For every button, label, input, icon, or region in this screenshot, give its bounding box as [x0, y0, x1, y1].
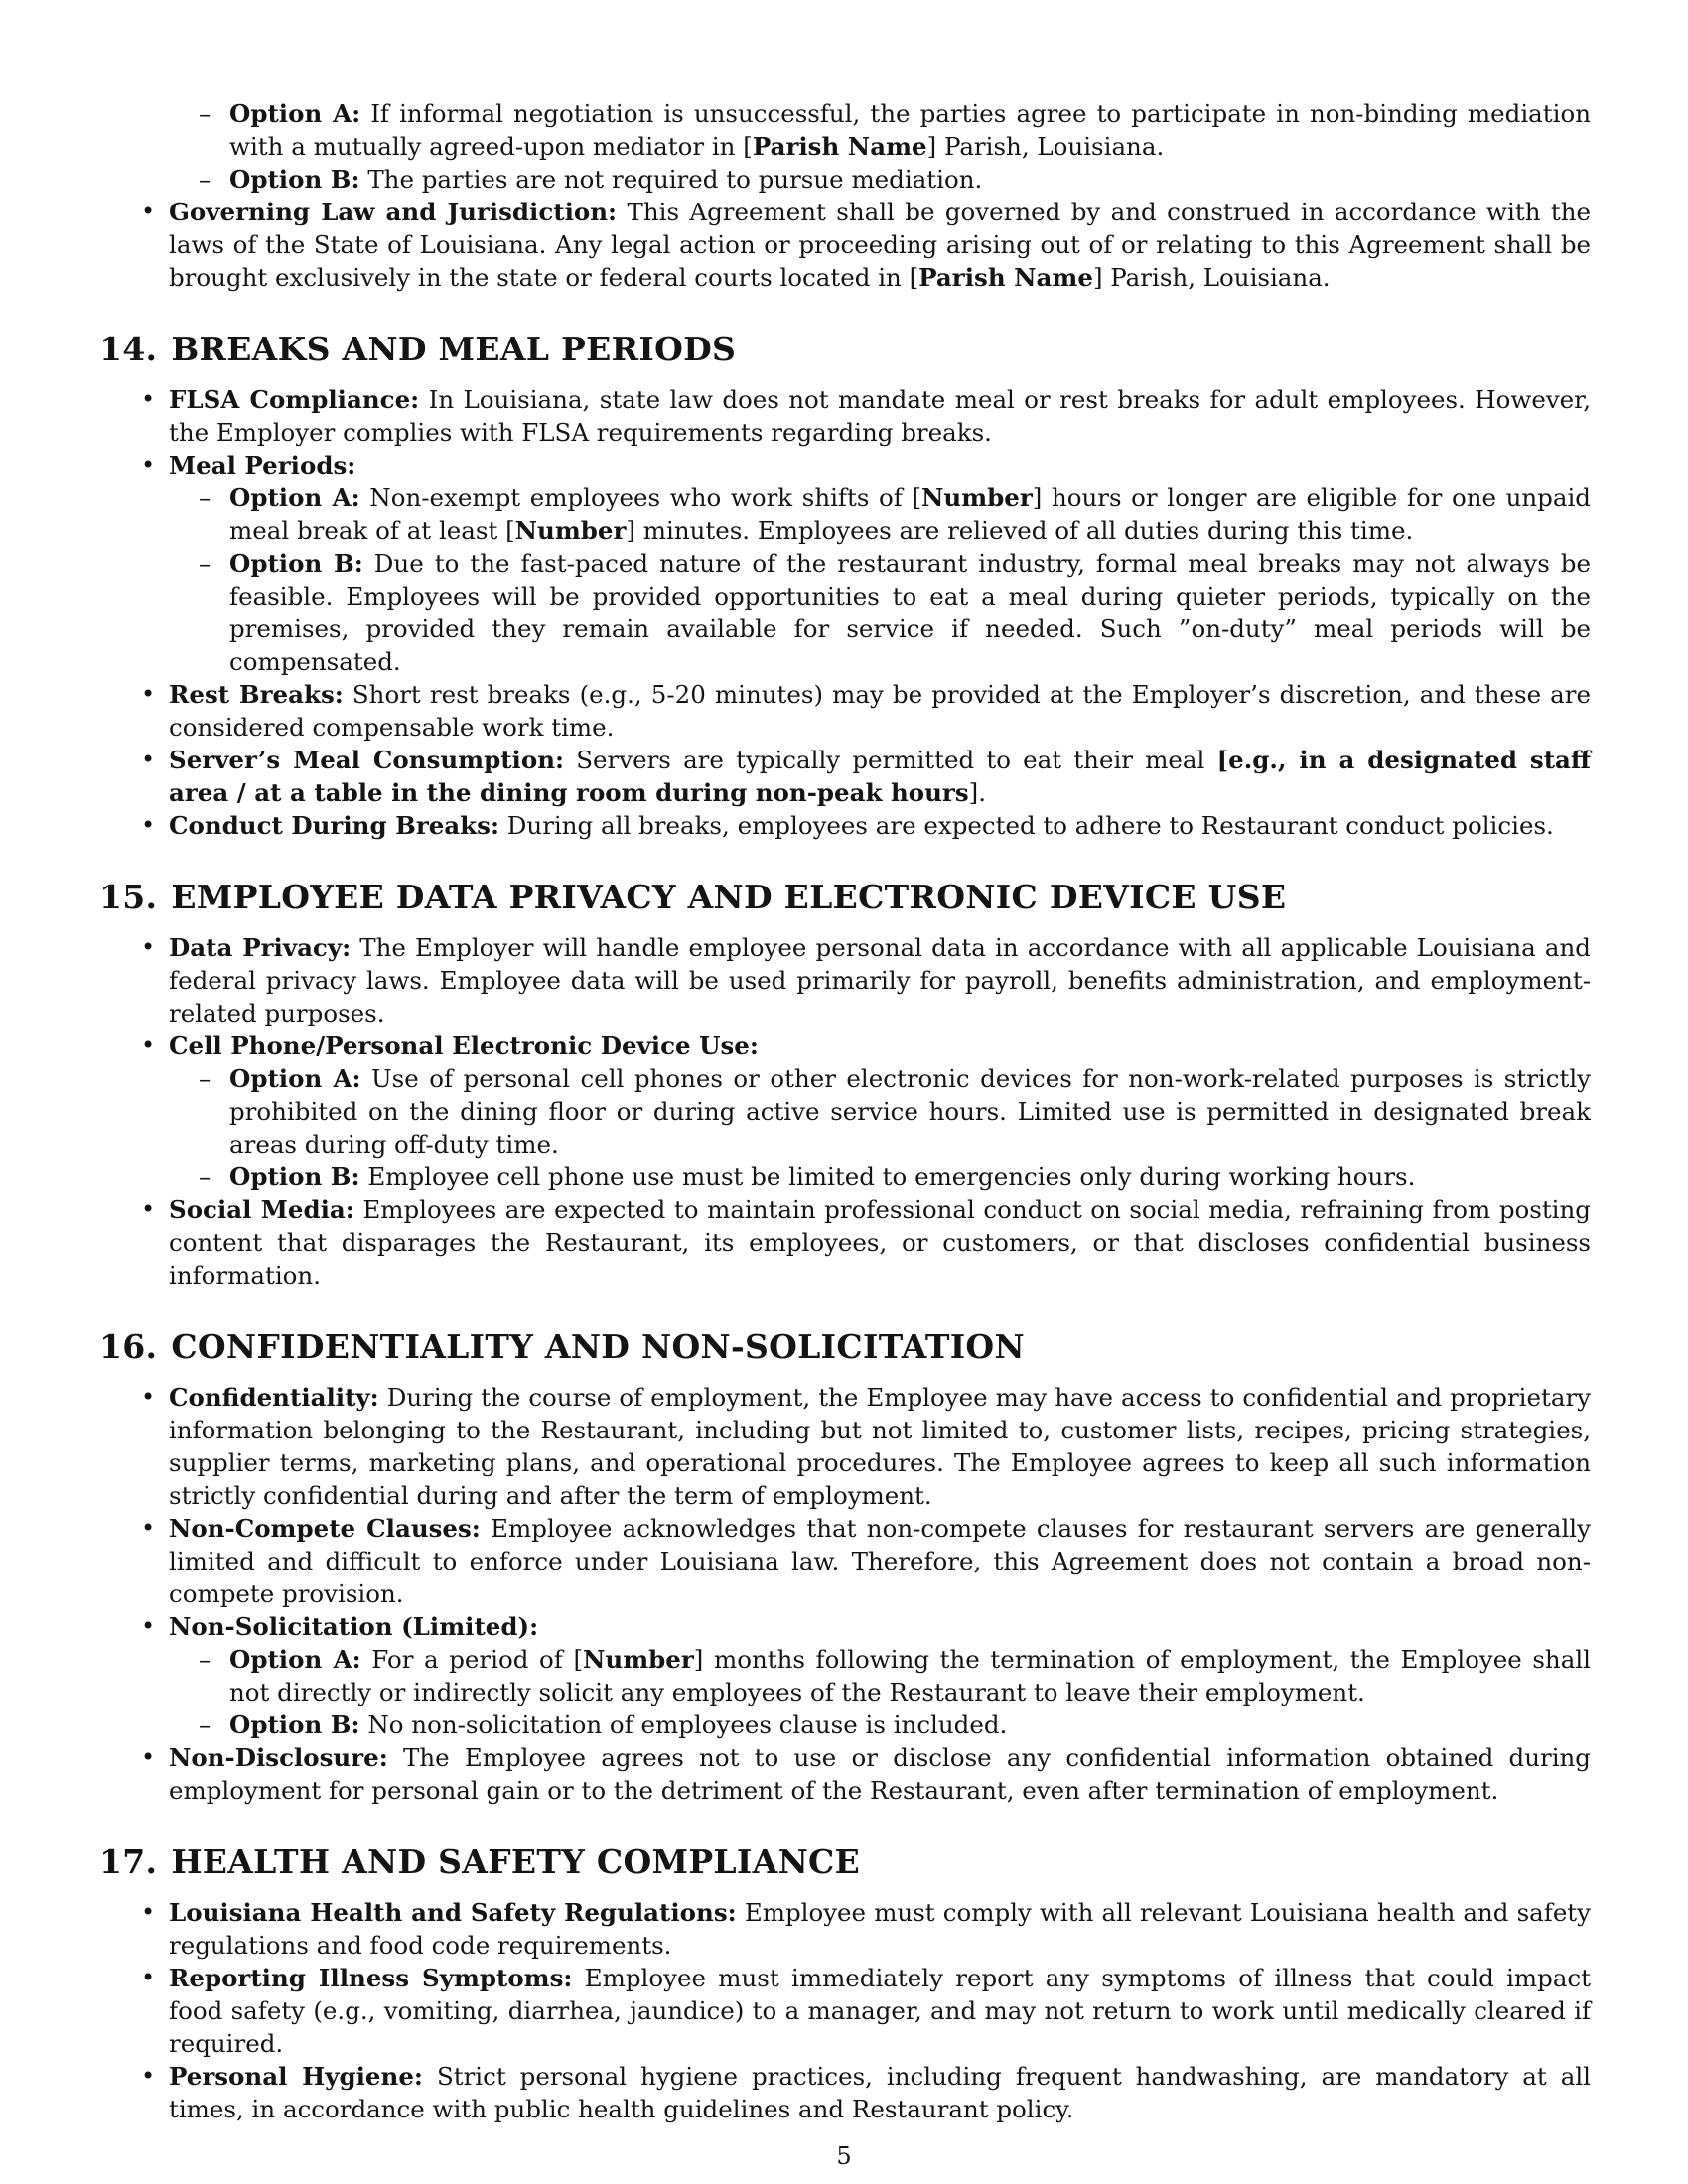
non-compete-item: • Non-Compete Clauses: Employee acknowledges that non-compete clauses for restaurant servers are generally limited and difficult to enforce under Louisiana law. Therefore, this Agreement does not contain a broad non-compete provision.	[169, 1512, 1591, 1610]
meal-option-b: – Option B: Due to the fast-paced nature of the restaurant industry, formal meal breaks may not always be feasible. Employees will be provided opportunities to eat a meal during quieter periods, typically on the premises, provided they remain available for service if needed. Such ”on-duty” meal periods will be compensated.	[229, 547, 1591, 678]
section-17-heading: 17. HEALTH AND SAFETY COMPLIANCE	[99, 1843, 861, 1881]
governing-law-item: • Governing Law and Jurisdiction: This Agreement shall be governed by and construed in accordance with the laws of the State of Louisiana. Any legal action or proceeding arising out of or relating to this Agreement shall be brought exclusively in the state or federal courts located in [Parish Name] Parish, Louisiana.	[169, 196, 1591, 294]
hygiene-item: • Personal Hygiene: Strict personal hygiene practices, including frequent handwashing, are mandatory at all times, in accordance with public health guidelines and Restaurant policy.	[169, 2060, 1591, 2125]
social-media-item: • Social Media: Employees are expected to maintain professional conduct on social media, refraining from posting content that disparages the Restaurant, its employees, or customers, or that discloses confidential business information.	[169, 1193, 1591, 1292]
meal-option-a: – Option A: Non-exempt employees who work shifts of [Number] hours or longer are eligible for one unpaid meal break of at least [Number] minutes. Employees are relieved of all duties during this time.	[229, 481, 1591, 547]
document-page	[99, 97, 1591, 2125]
rest-breaks-item: • Rest Breaks: Short rest breaks (e.g., 5-20 minutes) may be provided at the Employer’s discretion, and these are considered compensable work time.	[169, 678, 1591, 744]
non-disclosure-item: • Non-Disclosure: The Employee agrees not to use or disclose any confidential information obtained during employment for personal gain or to the detriment of the Restaurant, even after termination of employment.	[169, 1741, 1591, 1807]
mediation-option-a: – Option A: If informal negotiation is unsuccessful, the parties agree to participate in non-binding mediation with a mutually agreed-upon mediator in [Parish Name] Parish, Louisiana.	[229, 97, 1591, 163]
cell-option-a: – Option A: Use of personal cell phones or other electronic devices for non-work-related purposes is strictly prohibited on the dining floor or during active service hours. Limited use is permitted in designated break areas during off-duty time.	[229, 1062, 1591, 1160]
health-regs-item: • Louisiana Health and Safety Regulations: Employee must comply with all relevant Louisiana health and safety regulations and food code requirements.	[169, 1896, 1591, 1962]
non-solicitation-item: • Non-Solicitation (Limited): – Option A: For a period of [Number] months following the termination of employment, the Employee shall not directly or indirectly solicit any employees of the Restaurant to leave their employment. – Option B: No non-solicitation of employees clause is included.	[169, 1610, 1591, 1741]
data-privacy-item: • Data Privacy: The Employer will handle employee personal data in accordance with all applicable Louisiana and federal privacy laws. Employee data will be used primarily for payroll, benefits administration, and employment-related purposes.	[169, 931, 1591, 1029]
illness-item: • Reporting Illness Symptoms: Employee must immediately report any symptoms of illness that could impact food safety (e.g., vomiting, diarrhea, jaundice) to a manager, and may not return to work until medically cleared if required.	[169, 1962, 1591, 2060]
page-number: 5	[836, 2142, 852, 2170]
section-15-heading: 15. EMPLOYEE DATA PRIVACY AND ELECTRONIC DEVICE USE	[99, 878, 1287, 916]
server-meal-item: • Server’s Meal Consumption: Servers are typically permitted to eat their meal [e.g., in a designated staff area / at a table in the dining room during non-peak hours].	[169, 744, 1591, 809]
section-16-list	[99, 1381, 1591, 1807]
conduct-breaks-item: • Conduct During Breaks: During all breaks, employees are expected to adhere to Restaurant conduct policies.	[169, 809, 1591, 842]
mediation-options	[169, 97, 1591, 196]
section-17-list	[99, 1896, 1591, 2125]
top-list	[99, 97, 1591, 294]
meal-periods-item: • Meal Periods: – Option A: Non-exempt employees who work shifts of [Number] hours or longer are eligible for one unpaid meal break of at least [Number] minutes. Employees are relieved of all duties during this time. – Option B: Due to the fast-paced nature of the restaurant industry, formal meal breaks may not always be feasible. Employees will be provided opportunities to eat a meal during quieter periods, typically on the premises, provided they remain available for service if needed. Such ”on-duty” meal periods will be compensated.	[169, 449, 1591, 678]
cell-phone-item: • Cell Phone/Personal Electronic Device Use: – Option A: Use of personal cell phones or other electronic devices for non-work-related purposes is strictly prohibited on the dining floor or during active service hours. Limited use is permitted in designated break areas during off-duty time. – Option B: Employee cell phone use must be limited to emergencies only during working hours.	[169, 1029, 1591, 1193]
section-16-heading: 16. CONFIDENTIALITY AND NON-SOLICITATION	[99, 1327, 1025, 1366]
nonsol-option-a: – Option A: For a period of [Number] months following the termination of employment, the Employee shall not directly or indirectly solicit any employees of the Restaurant to leave their employment.	[229, 1643, 1591, 1708]
flsa-compliance-item: • FLSA Compliance: In Louisiana, state law does not mandate meal or rest breaks for adult employees. However, the Employer complies with FLSA requirements regarding breaks.	[169, 383, 1591, 449]
section-14-list	[99, 383, 1591, 842]
section-14-heading: 14. BREAKS AND MEAL PERIODS	[99, 330, 737, 368]
section-15-list	[99, 931, 1591, 1292]
cell-option-b: – Option B: Employee cell phone use must be limited to emergencies only during working hours.	[229, 1160, 1591, 1193]
nonsol-option-b: – Option B: No non-solicitation of employees clause is included.	[229, 1708, 1591, 1741]
mediation-option-b: – Option B: The parties are not required to pursue mediation.	[229, 163, 1591, 196]
confidentiality-item: • Confidentiality: During the course of employment, the Employee may have access to confidential and proprietary information belonging to the Restaurant, including but not limited to, customer lists, recipes, pricing strategies, supplier terms, marketing plans, and operational procedures. The Employee agrees to keep all such information strictly confidential during and after the term of employment.	[169, 1381, 1591, 1512]
